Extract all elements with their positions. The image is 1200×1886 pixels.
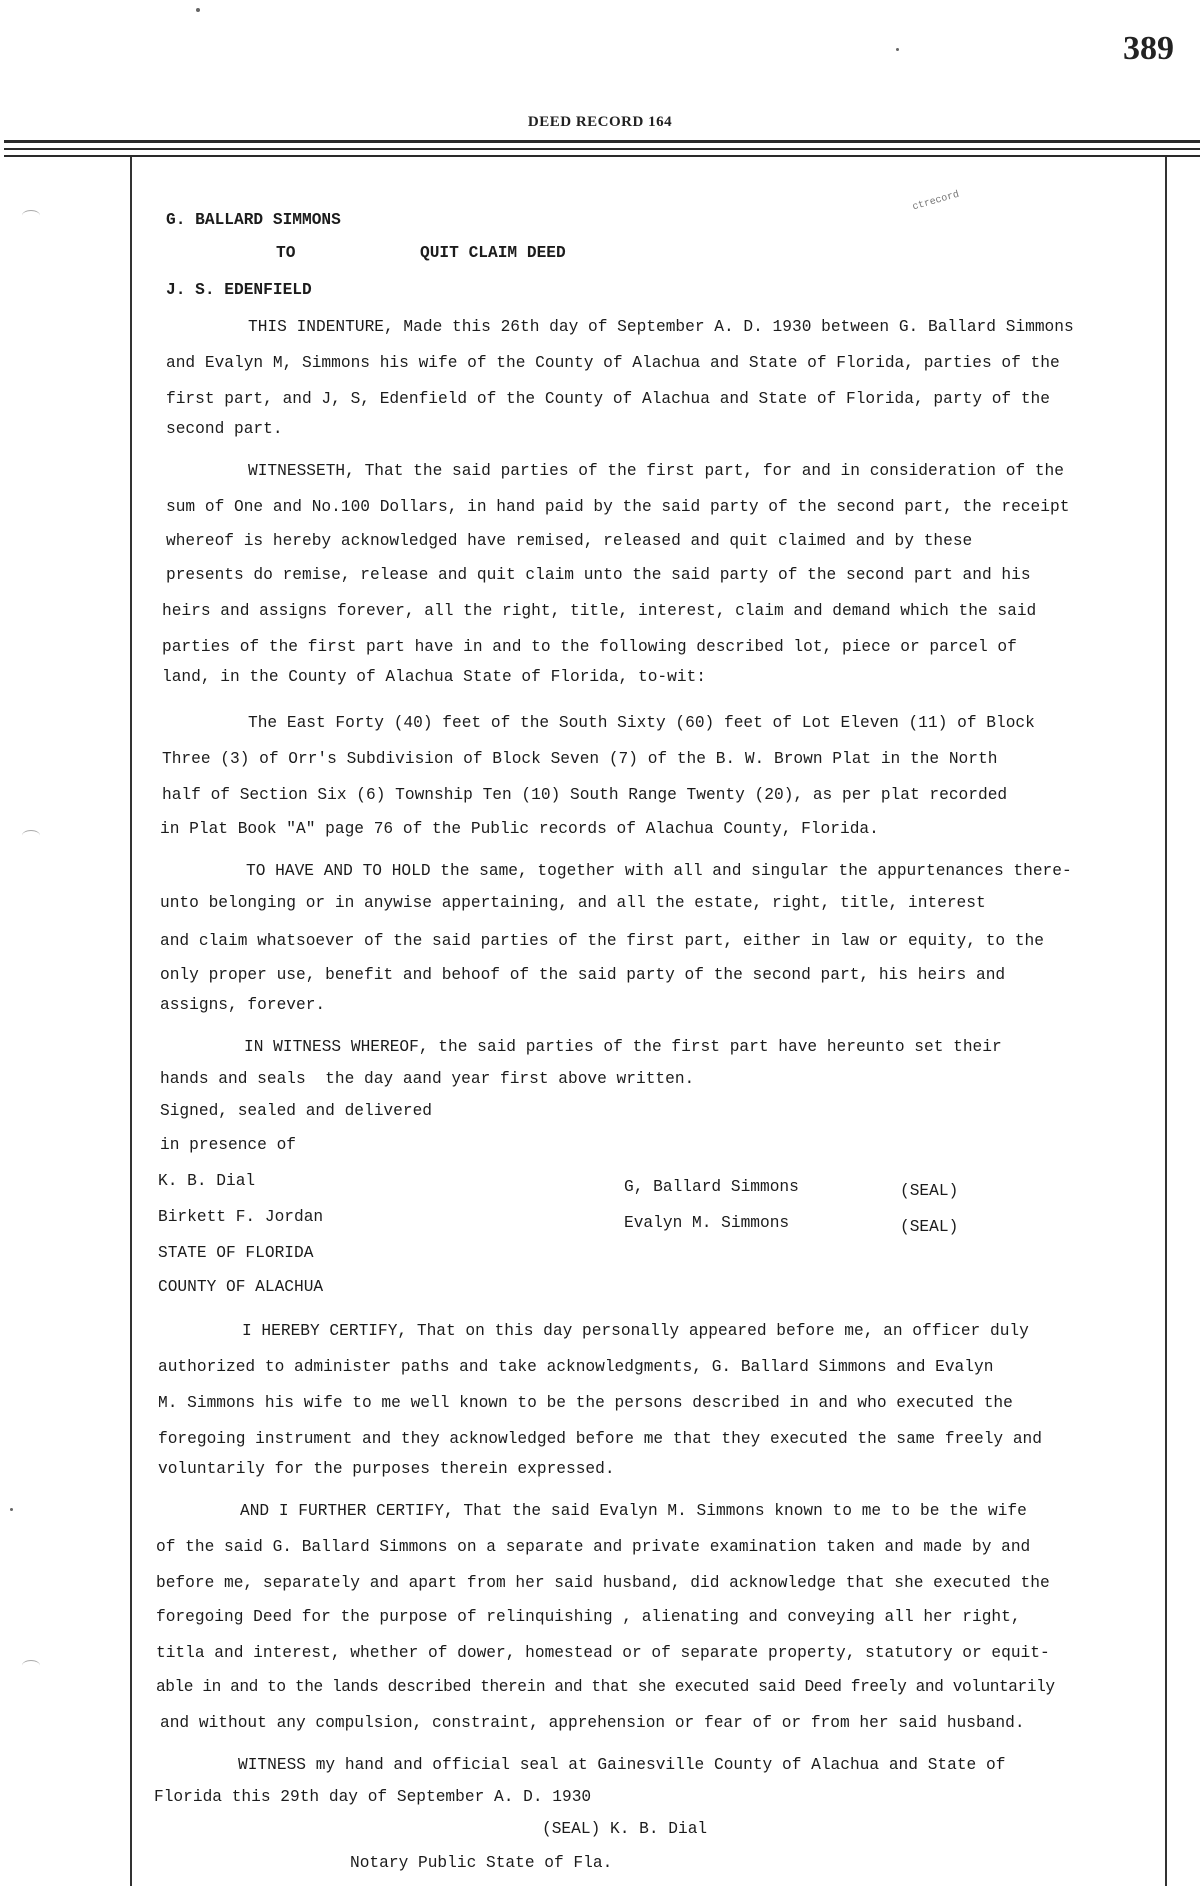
witness-name: Birkett F. Jordan	[158, 1208, 324, 1226]
body-line: and claim whatsoever of the said parties of the first part, either in law or equity, to the	[160, 932, 1044, 950]
body-line: parties of the first part have in and to the following described lot, piece or parcel of	[162, 638, 1017, 656]
ack-line: titla and interest, whether of dower, homestead or of separate property, statutory or equit-	[156, 1644, 1050, 1662]
seal-label: (SEAL)	[900, 1218, 959, 1236]
page-number: 389	[1123, 30, 1174, 67]
body-line: WITNESSETH, That the said parties of the first part, for and in consideration of the	[248, 462, 1064, 480]
ack-line: foregoing Deed for the purpose of relinquishing , alienating and conveying all her right,	[156, 1608, 1021, 1626]
deed-type: QUIT CLAIM DEED	[420, 244, 566, 262]
body-line: land, in the County of Alachua State of Florida, to-wit:	[162, 668, 706, 686]
ack-line: able in and to the lands described therein and that she executed said Deed freely and voluntarily	[156, 1678, 1055, 1696]
property-description-line: half of Section Six (6) Township Ten (10) South Range Twenty (20), as per plat recorded	[162, 786, 1008, 804]
ack-line: WITNESS my hand and official seal at Gainesville County of Alachua and State of	[238, 1756, 1006, 1774]
body-line: whereof is hereby acknowledged have remised, released and quit claimed and by these	[166, 532, 973, 550]
grantor-name: G. BALLARD SIMMONS	[166, 211, 341, 229]
record-book-header: DEED RECORD 164	[527, 114, 673, 130]
body-line: unto belonging or in anywise appertaining, and all the estate, right, title, interest	[160, 894, 986, 912]
body-line: only proper use, benefit and behoof of the said party of the second part, his heirs and	[160, 966, 1006, 984]
ack-line: and without any compulsion, constraint, apprehension or fear of or from her said husband.	[160, 1714, 1025, 1732]
binding-mark	[22, 830, 40, 841]
state-heading: STATE OF FLORIDA	[158, 1244, 314, 1262]
body-line: hands and seals the day aand year first above written.	[160, 1070, 695, 1088]
signer-name: Evalyn M. Simmons	[624, 1214, 790, 1232]
body-line: in presence of	[160, 1136, 296, 1154]
ack-line: Florida this 29th day of September A. D. 1930	[154, 1788, 592, 1806]
right-margin-line	[1165, 157, 1167, 1886]
header-rule-top	[4, 140, 1200, 143]
body-line: heirs and assigns forever, all the right, title, interest, claim and demand which the said	[162, 602, 1037, 620]
ack-line: foregoing instrument and they acknowledged before me that they executed the same freely and	[158, 1430, 1042, 1448]
body-line: assigns, forever.	[160, 996, 326, 1014]
body-line: first part, and J, S, Edenfield of the County of Alachua and State of Florida, party of the	[166, 390, 1050, 408]
scan-speck	[896, 48, 899, 51]
ack-line: before me, separately and apart from her said husband, did acknowledge that she executed the	[156, 1574, 1050, 1592]
property-description-line: in Plat Book "A" page 76 of the Public records of Alachua County, Florida.	[160, 820, 879, 838]
body-line: sum of One and No.100 Dollars, in hand paid by the said party of the second part, the receipt	[166, 498, 1070, 516]
property-description-line: Three (3) of Orr's Subdivision of Block Seven (7) of the B. W. Brown Plat in the North	[162, 750, 998, 768]
scan-speck	[196, 8, 200, 12]
body-line: TO HAVE AND TO HOLD the same, together with all and singular the appurtenances there-	[246, 862, 1072, 880]
ack-line: AND I FURTHER CERTIFY, That the said Evalyn M. Simmons known to me to be the wife	[240, 1502, 1027, 1520]
binding-mark	[22, 210, 40, 221]
grantee-name: J. S. EDENFIELD	[166, 281, 312, 299]
signer-name: G, Ballard Simmons	[624, 1178, 799, 1196]
notary-signature: (SEAL) K. B. Dial	[542, 1820, 708, 1838]
body-line: second part.	[166, 420, 283, 438]
ack-line: of the said G. Ballard Simmons on a separate and private examination taken and made by and	[156, 1538, 1031, 1556]
county-heading: COUNTY OF ALACHUA	[158, 1278, 324, 1296]
property-description-line: The East Forty (40) feet of the South Sixty (60) feet of Lot Eleven (11) of Block	[248, 714, 1035, 732]
binding-mark	[22, 1660, 40, 1671]
notary-title: Notary Public State of Fla.	[350, 1854, 613, 1872]
to-label: TO	[276, 244, 296, 262]
body-line: IN WITNESS WHEREOF, the said parties of the first part have hereunto set their	[244, 1038, 1002, 1056]
seal-label: (SEAL)	[900, 1182, 959, 1200]
ack-line: I HEREBY CERTIFY, That on this day personally appeared before me, an officer duly	[242, 1322, 1029, 1340]
recorded-stamp: ctrecord	[911, 189, 961, 214]
header-rule-middle	[4, 148, 1200, 150]
body-line: THIS INDENTURE, Made this 26th day of September A. D. 1930 between G. Ballard Simmons	[248, 318, 1074, 336]
scan-speck	[10, 1508, 13, 1511]
body-line: presents do remise, release and quit claim unto the said party of the second part and his	[166, 566, 1031, 584]
header-rule-bottom	[4, 155, 1200, 157]
ack-line: authorized to administer paths and take acknowledgments, G. Ballard Simmons and Evalyn	[158, 1358, 994, 1376]
body-line: Signed, sealed and delivered	[160, 1102, 432, 1120]
left-margin-line	[130, 157, 132, 1886]
ack-line: voluntarily for the purposes therein expressed.	[158, 1460, 615, 1478]
ack-line: M. Simmons his wife to me well known to be the persons described in and who executed the	[158, 1394, 1013, 1412]
body-line: and Evalyn M, Simmons his wife of the County of Alachua and State of Florida, parties of the	[166, 354, 1060, 372]
witness-name: K. B. Dial	[158, 1172, 256, 1190]
